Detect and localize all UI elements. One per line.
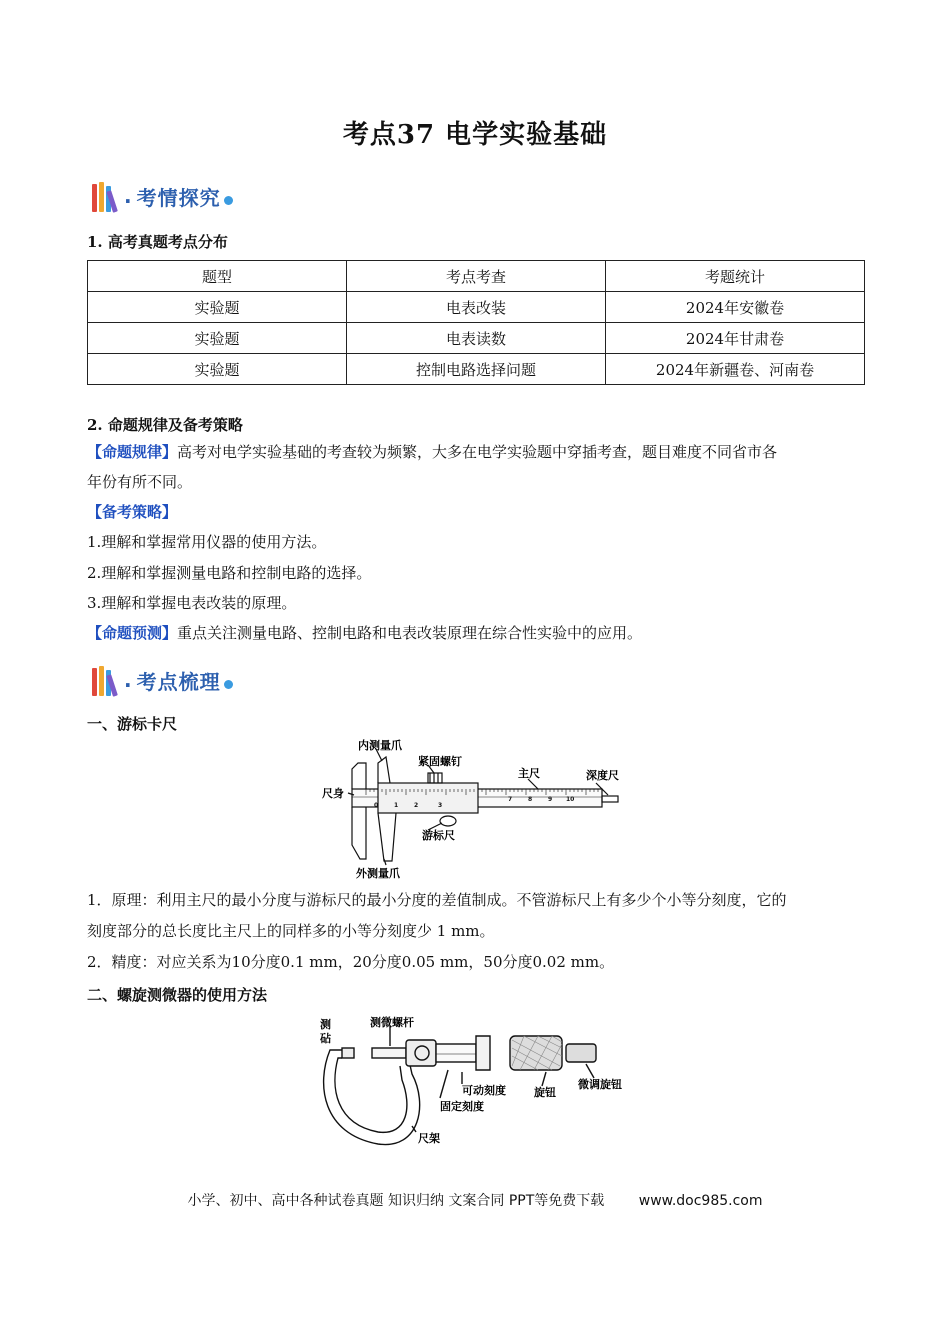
section-banner-key-points: . 考点梳理 (92, 660, 233, 700)
label-inner-jaw: 内测量爪 (358, 739, 402, 752)
svg-text:2: 2 (414, 802, 419, 809)
table-header: 题型 (88, 261, 347, 292)
table-row (88, 354, 865, 385)
strategy-tag: 【备考策略】 (87, 503, 178, 521)
label-screw: 紧固螺钉 (418, 755, 462, 768)
table-row (88, 292, 865, 323)
dot-icon (224, 196, 233, 205)
banner-label: 考情探究 (136, 185, 221, 210)
vernier-caliper-figure (318, 735, 636, 883)
svg-text:3: 3 (438, 802, 443, 809)
rule-text-cont: 年份有所不同。 (87, 473, 193, 491)
rule-tag: 【命题规律】 (87, 443, 178, 461)
dot-icon (224, 680, 233, 689)
principle-line-1: 1．原理：利用主尺的最小分度与游标尺的最小分度的差值制成。不管游标尺上有多少个小等分刻度，它的 (87, 891, 787, 909)
label-frame: 尺架 (418, 1132, 440, 1145)
label-movable-scale: 可动刻度 (462, 1084, 506, 1097)
label-knob: 旋钮 (534, 1086, 556, 1099)
svg-text:8: 8 (528, 796, 533, 803)
label-spindle: 测微螺杆 (370, 1016, 414, 1029)
svg-text:10: 10 (566, 796, 575, 803)
svg-text:9: 9 (548, 796, 553, 803)
label-vernier: 游标尺 (422, 829, 455, 842)
table-cell: 实验题 (88, 354, 347, 385)
table-row (88, 323, 865, 354)
rule-text: 高考对电学实验基础的考查较为频繁，大多在电学实验题中穿插考查，题目难度不同省市各 (177, 443, 778, 461)
label-body: 尺身 (322, 787, 344, 800)
footer-text: 小学、初中、高中各种试卷真题 知识归纳 文案合同 PPT等免费下载 (187, 1193, 605, 1209)
label-outer-jaw: 外测量爪 (356, 867, 400, 880)
label-anvil-2: 砧 (320, 1032, 331, 1045)
label-anvil-1: 测 (320, 1018, 331, 1031)
section1-heading: 1. 高考真题考点分布 (87, 233, 228, 251)
predict-tag: 【命题预测】 (87, 624, 178, 642)
part1-heading: 一、游标卡尺 (87, 715, 178, 733)
principle-line-2: 刻度部分的总长度比主尺上的同样多的小等分刻度少 1 mm。 (87, 922, 495, 940)
banner-label: 考点梳理 (136, 669, 221, 694)
label-depth: 深度尺 (586, 769, 619, 782)
micrometer-figure (312, 1014, 638, 1156)
table-cell: 控制电路选择问题 (347, 354, 606, 385)
footer-site-link[interactable]: www.doc985.com (638, 1193, 763, 1209)
svg-text:1: 1 (394, 802, 399, 809)
svg-text:0: 0 (374, 802, 379, 809)
predict-text: 重点关注测量电路、控制电路和电表改装原理在综合性实验中的应用。 (177, 624, 643, 642)
strategy-item: 1.理解和掌握常用仪器的使用方法。 (87, 533, 327, 551)
svg-text:7: 7 (508, 796, 513, 803)
page-title: 考点37 电学实验基础 (342, 120, 608, 150)
table-cell: 2024年新疆卷、河南卷 (606, 354, 865, 385)
table-cell: 电表改装 (347, 292, 606, 323)
books-icon (92, 664, 118, 696)
label-fine-knob: 微调旋钮 (578, 1078, 622, 1091)
section-banner-exam-analysis: . 考情探究 (92, 176, 233, 216)
rule-paragraph (87, 437, 867, 467)
strategy-item: 2.理解和掌握测量电路和控制电路的选择。 (87, 564, 372, 582)
label-fixed-scale: 固定刻度 (440, 1100, 484, 1113)
table-header-row (88, 261, 865, 292)
table-cell: 2024年甘肃卷 (606, 323, 865, 354)
table-cell: 电表读数 (347, 323, 606, 354)
predict-paragraph (87, 618, 642, 648)
precision-line: 2．精度：对应关系为10分度0.1 mm，20分度0.05 mm，50分度0.02 mm。 (87, 953, 615, 971)
books-icon (92, 180, 118, 212)
table-cell: 实验题 (88, 292, 347, 323)
strategy-item: 3.理解和掌握电表改装的原理。 (87, 594, 297, 612)
footer (0, 1190, 950, 1210)
exam-table (87, 260, 865, 385)
table-header: 考题统计 (606, 261, 865, 292)
part2-heading: 二、螺旋测微器的使用方法 (87, 986, 268, 1004)
table-cell: 2024年安徽卷 (606, 292, 865, 323)
section2-heading: 2. 命题规律及备考策略 (87, 416, 243, 434)
table-header: 考点考查 (347, 261, 606, 292)
label-main-scale: 主尺 (518, 767, 540, 780)
table-cell: 实验题 (88, 323, 347, 354)
